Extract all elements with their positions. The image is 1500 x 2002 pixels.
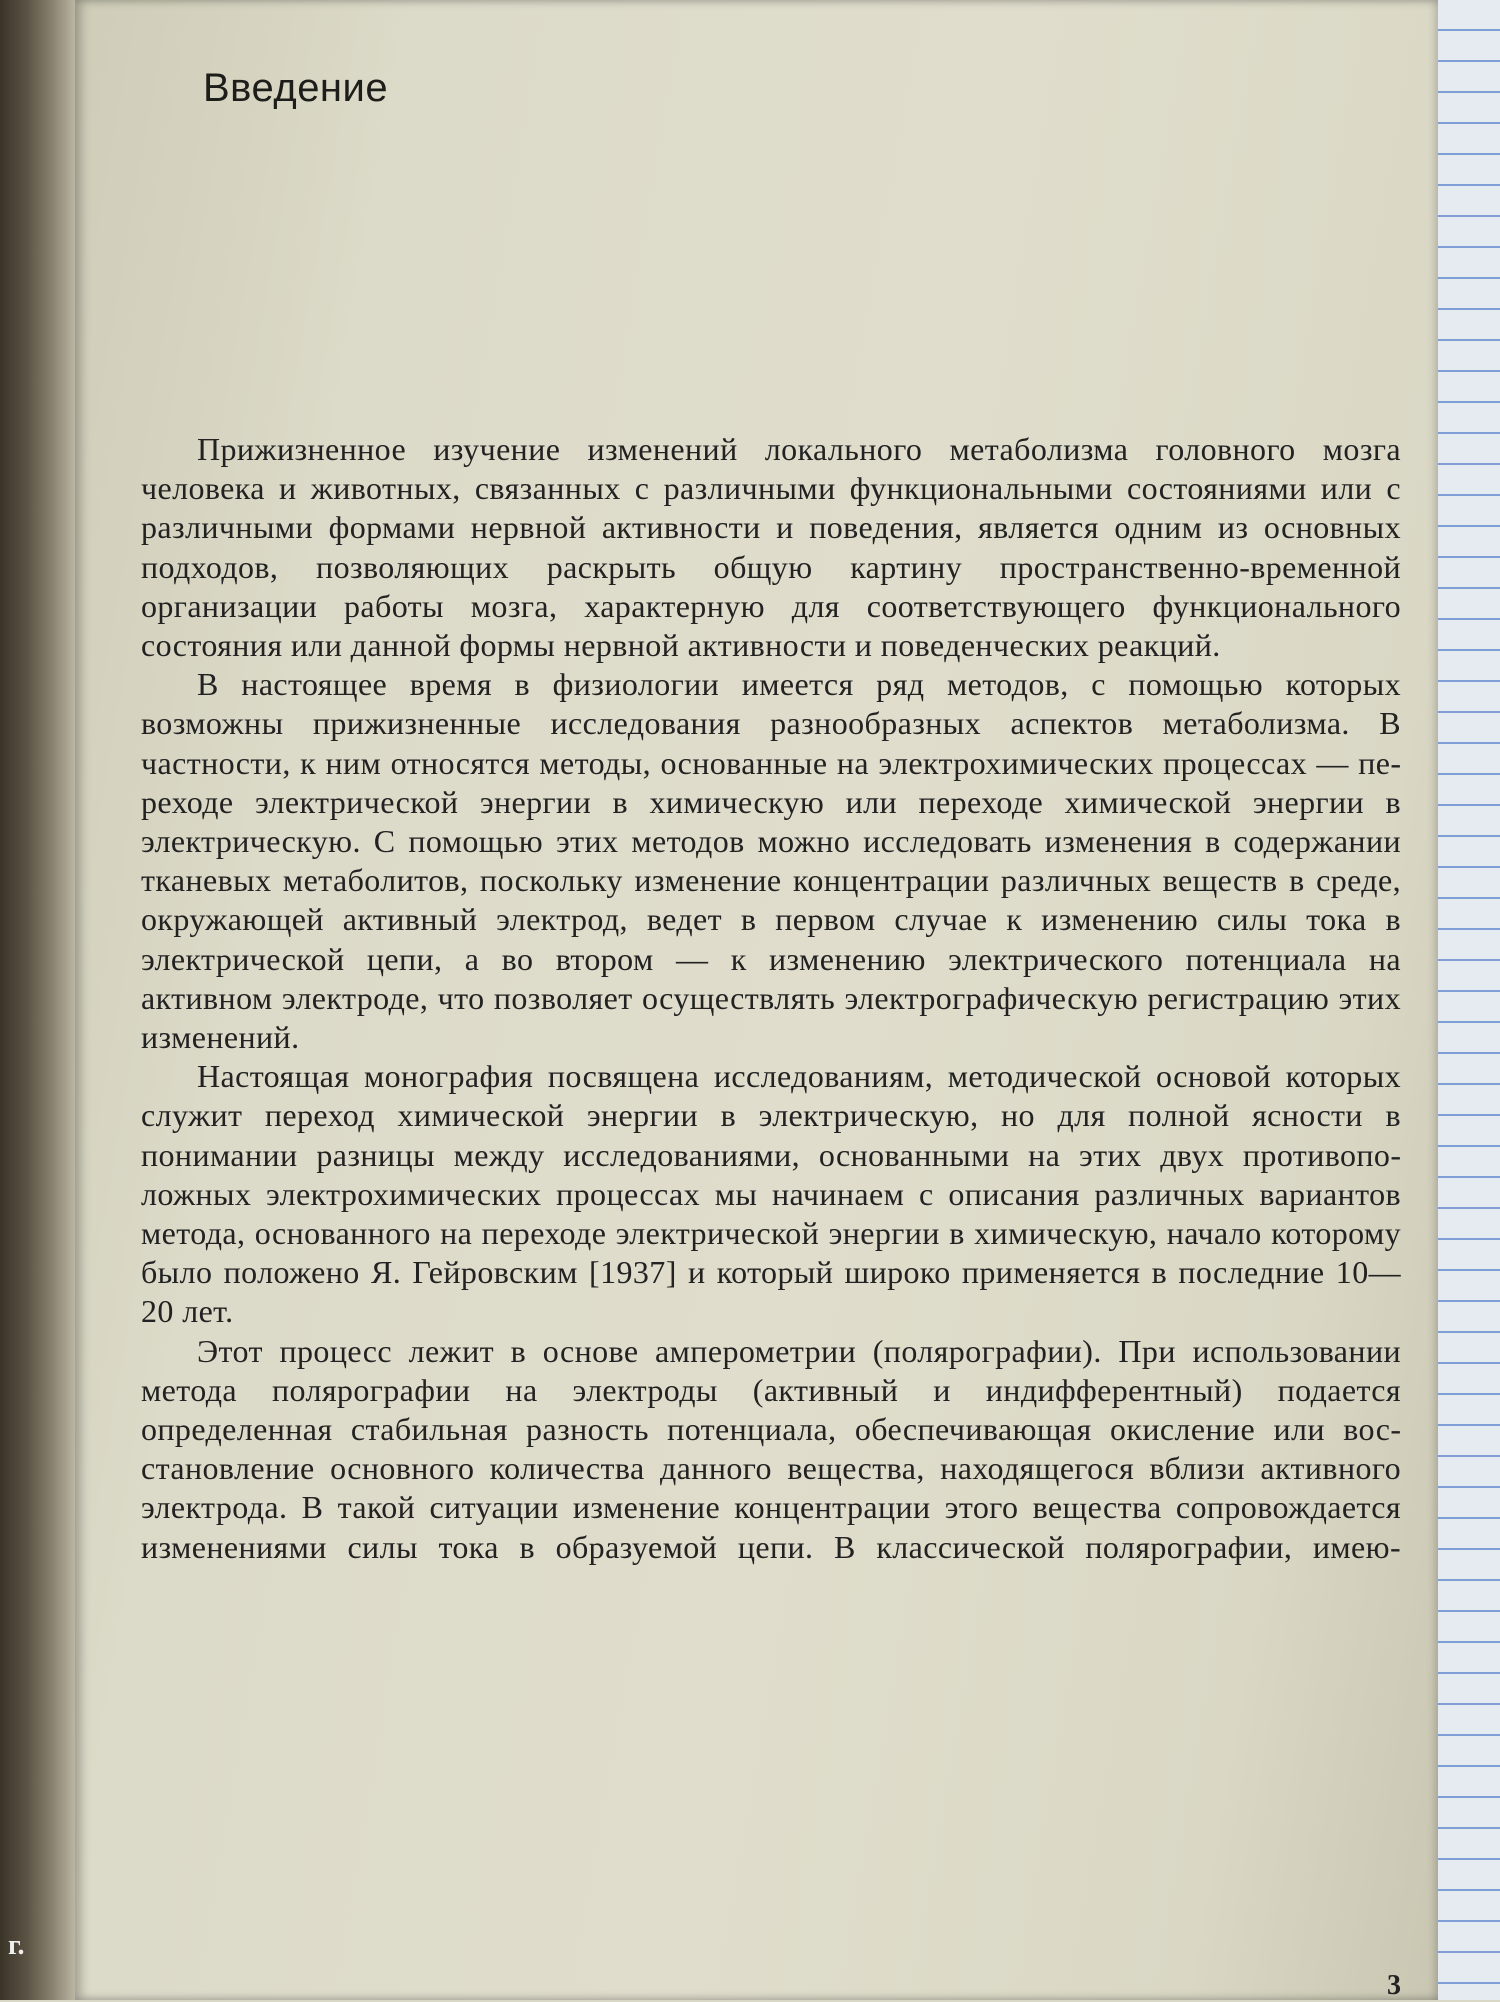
paragraph-3: Настоящая монография посвящена исследованиям, методической основой которых служит переход химической энергии в электрическую, но для полной ясности в понимании разницы между исследованиями, основанными на этих двух противоположных электрохимических процессах мы начинаем с описания различных вариантов метода, основанного на переходе электрической энергии в химическую, начало которому было положено Я. Гейровским [1937] и который широко применяется в последние 10—20 лет. [141,1058,1401,1330]
paragraph-2: В настоящее время в физиологии имеется ряд методов, с помощью которых возможны прижизненные исследования разнообразных аспектов метаболизма. В частности, к ним относятся методы, основанные на электрохимических процессах — переходе электрической энергии в химическую или переходе химической энергии в электрическую. С помощью этих методов можно исследовать изменения в содержании тканевых метаболитов, поскольку изменение концентрации различных веществ в среде, окружающей активный электрод, ведет в первом случае к изменению силы тока в электрической цепи, а во втором — к изменению электрического потенциала на активном электроде, что позволяет осуществлять электрографическую регистрацию этих изменений. [141,666,1401,1056]
notebook-paper-background [1438,0,1500,2000]
book-page [75,0,1438,2000]
page-number: 3 [1387,1970,1401,2001]
page-title: Введение [203,66,389,110]
book-binding-edge [0,0,75,2000]
body-text [141,430,1401,1567]
paragraph-1: Прижизненное изучение изменений локального метаболизма головного мозга человека и животных, связанных с различными функциональными состояниями или с различными формами нервной активности и поведения, является одним из основных подходов, позволяющих раскрыть общую картину пространственно-временной организации работы мозга, характерную для соответствующего функционального состояния или данной формы нервной активности и поведенческих реакций. [141,431,1401,664]
corner-mark: г. [8,1930,25,1961]
paragraph-4: Этот процесс лежит в основе амперометрии (полярографии). При использовании метода полярографии на электроды (активный и индифферентный) подается определенная стабильная разность потенциала, обеспечивающая окисление или восстановление основного количества данного вещества, находящегося вблизи активного электрода. В такой ситуации изменение концентрации этого вещества сопровождается изменениями силы тока в образуемой цепи. В классической полярографии, имею- [141,1332,1401,1565]
